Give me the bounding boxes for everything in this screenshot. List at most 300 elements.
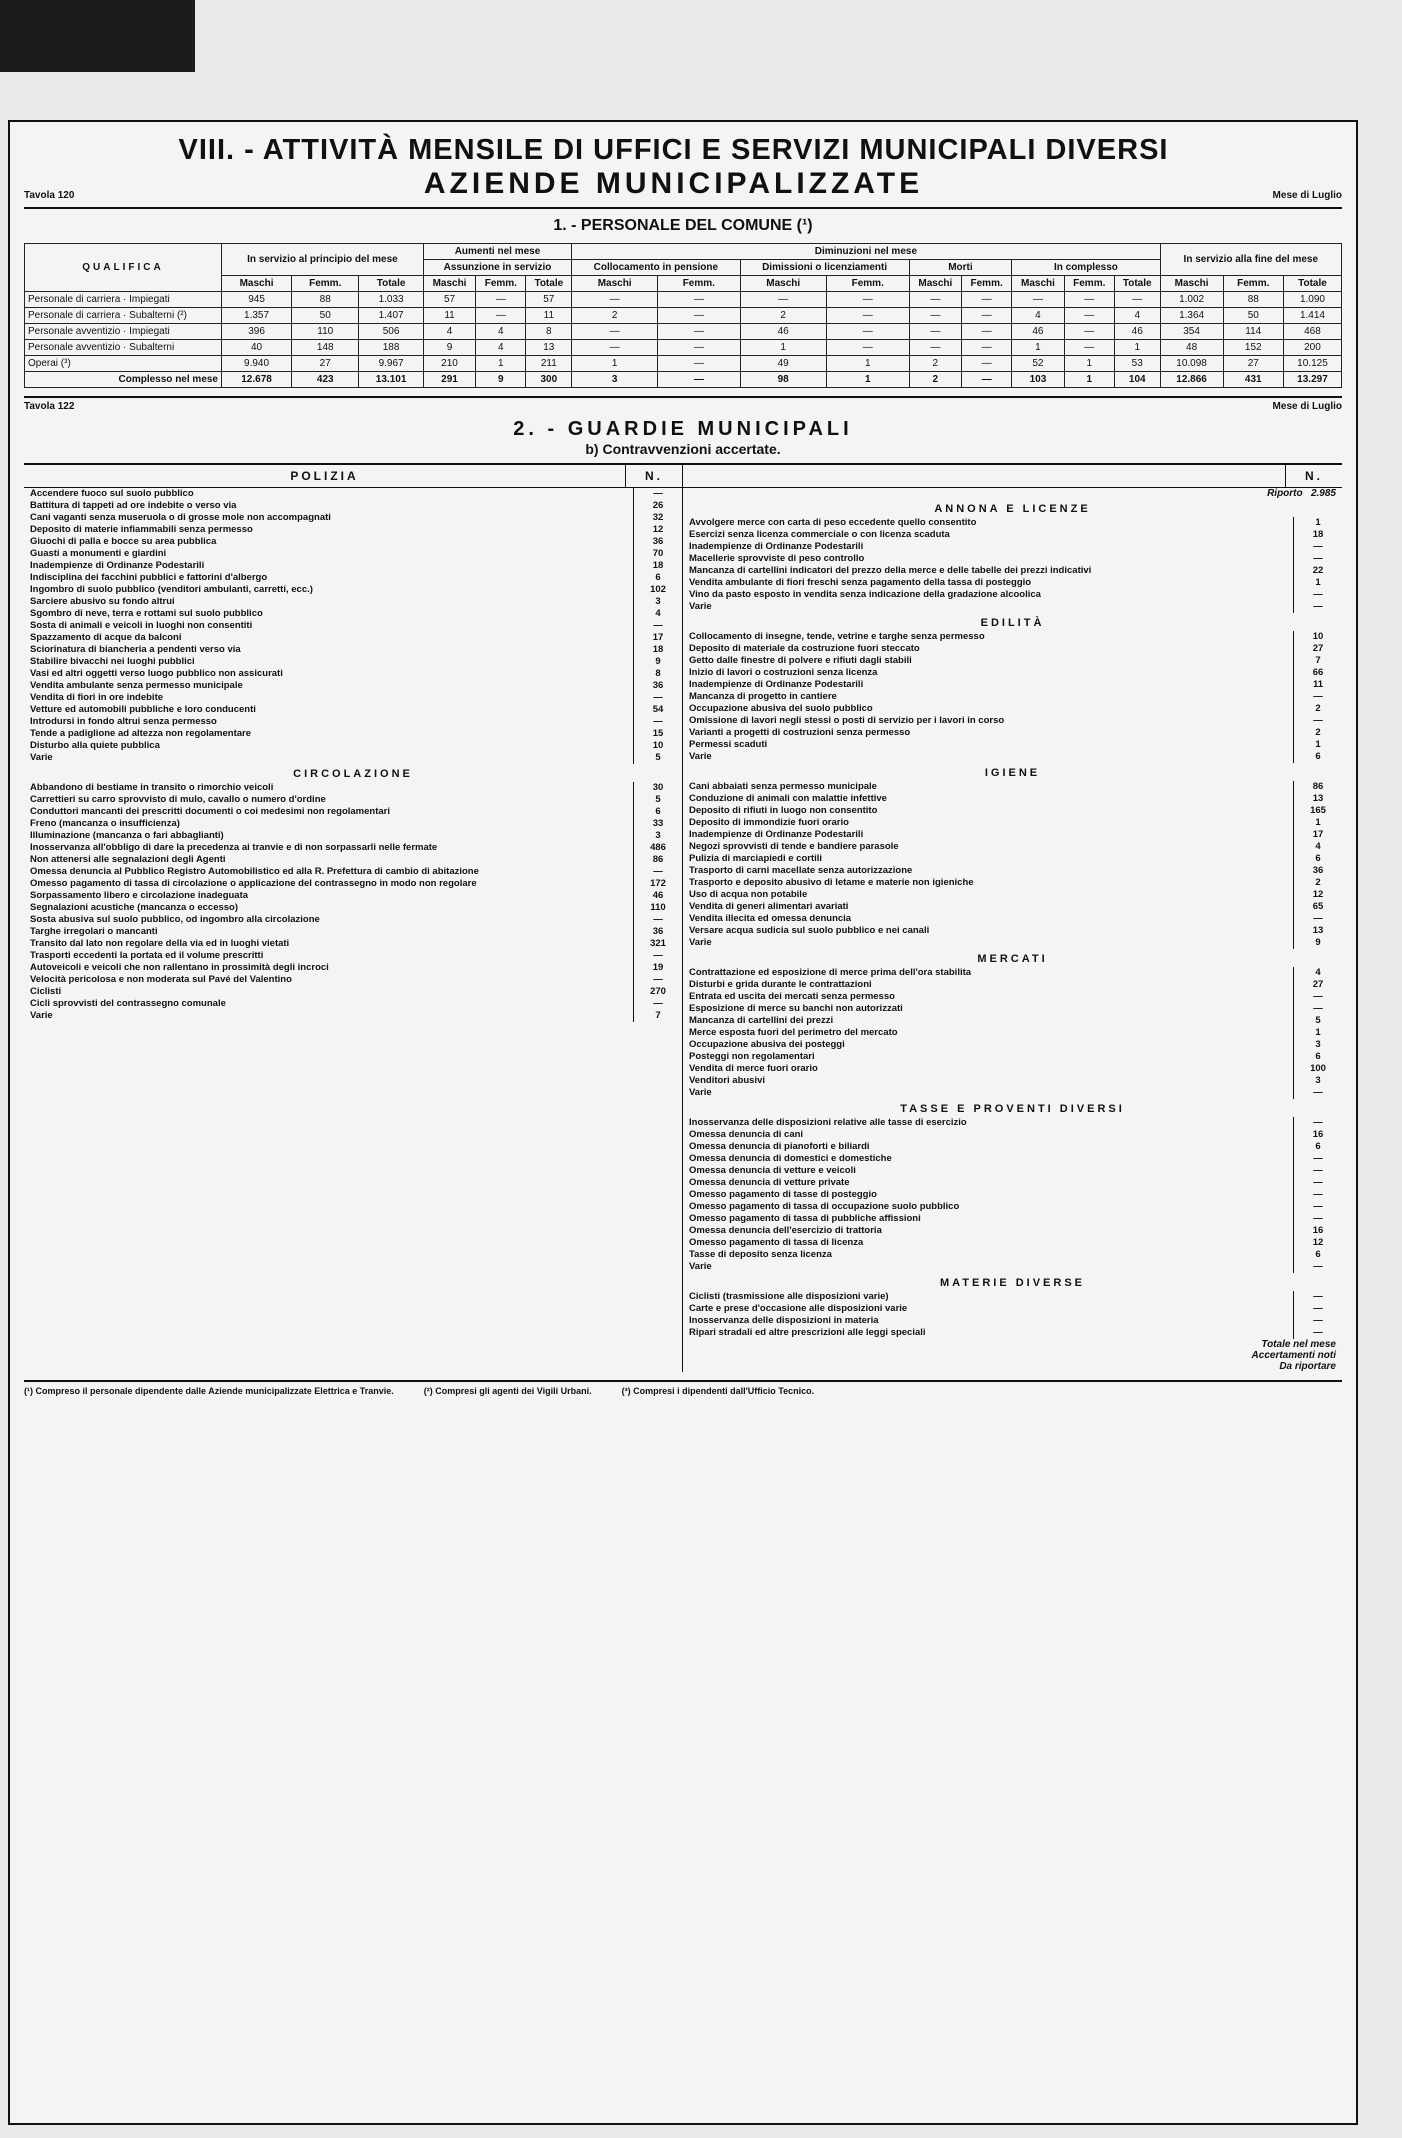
item-count: — [1293, 1291, 1342, 1303]
list-item [24, 608, 682, 620]
document-sheet [8, 120, 1358, 2125]
list-item [24, 548, 682, 560]
item-count: 18 [633, 644, 682, 656]
item-count: 5 [1293, 1015, 1342, 1027]
item-label: Collocamento di insegne, tende, vetrine e targhe senza permesso [689, 631, 985, 642]
item-label: Trasporti eccedenti la portata ed il volume prescritti [30, 950, 264, 961]
summary-label: Totale nel mese [1261, 1339, 1336, 1350]
item-count: — [1293, 1165, 1342, 1177]
item-count: 3 [633, 596, 682, 608]
item-label: Varianti a progetti di costruzioni senza permesso [689, 727, 911, 738]
item-count: 86 [1293, 781, 1342, 793]
item-count: 12 [1293, 889, 1342, 901]
item-label: Vino da pasto esposto in vendita senza indicazione della gradazione alcoolica [689, 589, 1041, 600]
item-count: 36 [1293, 865, 1342, 877]
item-label: Inadempienze di Ordinanze Podestarili [689, 679, 864, 690]
list-item [24, 902, 682, 914]
list-item [683, 1291, 1342, 1303]
summary-label: Da riportare [1279, 1361, 1336, 1372]
table-cell: 354 [1160, 324, 1223, 340]
table-cell: — [658, 340, 740, 356]
list-item [24, 938, 682, 950]
list-item [683, 529, 1342, 541]
item-label: Inizio di lavori o costruzioni senza licenza [689, 667, 878, 678]
item-count: — [1293, 691, 1342, 703]
list-item [683, 805, 1342, 817]
list-item [24, 782, 682, 794]
total-cell: 12.866 [1160, 372, 1223, 388]
sub-col-totale: Totale [1114, 276, 1160, 292]
item-label: Disturbi e grida durante le contrattazioni [689, 979, 872, 990]
item-label: Inosservanza delle disposizioni in materia [689, 1315, 879, 1326]
item-count: 6 [1293, 751, 1342, 763]
total-cell: 2 [909, 372, 961, 388]
item-label: Mancanza di cartellini indicatori del prezzo della merce e delle tabelle dei prezzi indicativi [689, 565, 1092, 576]
list-item [683, 913, 1342, 925]
list-item [24, 914, 682, 926]
table-cell: 1.002 [1160, 292, 1223, 308]
item-count: 2 [1293, 727, 1342, 739]
list-item [24, 740, 682, 752]
table-cell: 1.090 [1283, 292, 1341, 308]
category-heading: EDILITÀ [980, 617, 1045, 629]
item-label: Omesso pagamento di tassa di licenza [689, 1237, 864, 1248]
table-cell: 1.033 [359, 292, 423, 308]
table-cell: — [572, 340, 658, 356]
item-count: — [633, 950, 682, 962]
item-label: Inadempienze di Ordinanze Podestarili [30, 560, 205, 571]
item-label: Omessa denuncia al Pubblico Registro Automobilistico ed alla R. Prefettura di cambio di abitazione [30, 866, 479, 877]
list-item [24, 572, 682, 584]
list-item [683, 565, 1342, 577]
table-cell: 9.967 [359, 356, 423, 372]
list-item [683, 853, 1342, 865]
table-cell: — [962, 340, 1012, 356]
scan-border [0, 0, 195, 72]
category-heading: CIRCOLAZIONE [293, 768, 413, 780]
section2-subtitle: b) Contravvenzioni accertate. [585, 441, 781, 457]
table-cell: 4 [1114, 308, 1160, 324]
item-count: — [1293, 1117, 1342, 1129]
list-item [24, 536, 682, 548]
item-count: 16 [1293, 1225, 1342, 1237]
list-item [683, 793, 1342, 805]
table-cell: 4 [423, 324, 475, 340]
n-heading-left: N. [625, 465, 682, 487]
item-count: — [1293, 1213, 1342, 1225]
item-label: Deposito di rifiuti in luogo non consentito [689, 805, 878, 816]
table-cell: 48 [1160, 340, 1223, 356]
item-label: Omessa denuncia di domestici e domestiche [689, 1153, 892, 1164]
row-label: Operai (³) [25, 356, 222, 372]
item-count: — [1293, 1003, 1342, 1015]
list-item [24, 644, 682, 656]
item-count: 6 [1293, 1141, 1342, 1153]
item-label: Carte e prese d'occasione alle disposizioni varie [689, 1303, 908, 1314]
list-item [683, 829, 1342, 841]
col-aumenti: Aumenti nel mese [423, 244, 571, 260]
table-cell: 57 [423, 292, 475, 308]
table-cell: 110 [292, 324, 359, 340]
table-cell: 2 [740, 308, 826, 324]
item-count: — [633, 488, 682, 500]
list-item [683, 967, 1342, 979]
list-item [683, 901, 1342, 913]
total-cell: 13.297 [1283, 372, 1341, 388]
item-count: 6 [1293, 1051, 1342, 1063]
item-label: Introdursi in fondo altrui senza permesso [30, 716, 217, 727]
table-cell: — [962, 356, 1012, 372]
item-count: 12 [633, 524, 682, 536]
table-cell: 50 [1223, 308, 1283, 324]
table-cell: — [658, 356, 740, 372]
item-count: 5 [633, 794, 682, 806]
item-label: Omessa denuncia di pianoforti e biliardi [689, 1141, 870, 1152]
item-label: Omessa denuncia di cani [689, 1129, 804, 1140]
list-item [24, 854, 682, 866]
item-count: 7 [633, 1010, 682, 1022]
table-cell: 1 [1064, 356, 1114, 372]
list-item [683, 1249, 1342, 1261]
item-label: Entrata ed uscita dei mercati senza permesso [689, 991, 895, 1002]
col-complesso: In complesso [1012, 260, 1160, 276]
list-item [683, 1201, 1342, 1213]
sub-col-totale: Totale [359, 276, 423, 292]
category-heading: IGIENE [984, 767, 1041, 779]
item-count: — [633, 620, 682, 632]
col-dimissioni: Dimissioni o licenziamenti [740, 260, 909, 276]
item-count: — [1293, 1153, 1342, 1165]
list-item [24, 878, 682, 890]
item-count: 33 [633, 818, 682, 830]
col-collocamento: Collocamento in pensione [572, 260, 740, 276]
table-cell: 2 [909, 356, 961, 372]
item-count: 110 [633, 902, 682, 914]
table-cell: — [1064, 340, 1114, 356]
list-item [683, 991, 1342, 1003]
list-item [24, 818, 682, 830]
table-cell: 506 [359, 324, 423, 340]
month-label: Mese di Luglio [1272, 190, 1342, 201]
table-cell: 396 [222, 324, 292, 340]
list-item [24, 692, 682, 704]
item-count: 6 [633, 572, 682, 584]
total-cell: 1 [826, 372, 909, 388]
item-label: Tasse di deposito senza licenza [689, 1249, 832, 1260]
list-item [24, 962, 682, 974]
item-count: 4 [1293, 841, 1342, 853]
list-item [24, 488, 682, 500]
item-count: 30 [633, 782, 682, 794]
list-item [683, 1261, 1342, 1273]
list-item [24, 560, 682, 572]
col-assunzione: Assunzione in servizio [423, 260, 571, 276]
table-cell: — [909, 340, 961, 356]
item-count: — [1293, 1303, 1342, 1315]
total-cell: 1 [1064, 372, 1114, 388]
table-cell: — [826, 292, 909, 308]
list-item [24, 512, 682, 524]
table-cell: 4 [1012, 308, 1064, 324]
table-row [25, 308, 1342, 324]
item-label: Omessa denuncia di vetture e veicoli [689, 1165, 856, 1176]
table-cell: 27 [292, 356, 359, 372]
item-label: Ciclisti [30, 986, 62, 997]
item-label: Vendita ambulante di fiori freschi senza pagamento della tassa di posteggio [689, 577, 1032, 588]
polizia-heading: POLIZIA [290, 469, 359, 483]
personale-table [24, 243, 1342, 388]
item-label: Guasti a monumenti e giardini [30, 548, 167, 559]
item-label: Vasi ed altri oggetti verso luogo pubblico non assicurati [30, 668, 283, 679]
list-item [683, 1039, 1342, 1051]
table-cell: 211 [526, 356, 572, 372]
sub-header-row [25, 276, 1342, 292]
list-item [683, 841, 1342, 853]
item-count: — [1293, 589, 1342, 601]
tavola-number: Tavola 120 [24, 190, 75, 201]
total-cell: 3 [572, 372, 658, 388]
sub-col-femm: Femm. [476, 276, 526, 292]
table-cell: 1.357 [222, 308, 292, 324]
item-label: Omesso pagamento di tassa di circolazione o applicazione del contrassegno in modo non regolare [30, 878, 477, 889]
list-item [683, 1165, 1342, 1177]
item-label: Sciorinatura di biancheria a pendenti verso via [30, 644, 241, 655]
list-item [24, 974, 682, 986]
item-label: Omesso pagamento di tassa di occupazione suolo pubblico [689, 1201, 960, 1212]
item-label: Vendita di fiori in ore indebite [30, 692, 164, 703]
item-count: — [1293, 1087, 1342, 1099]
row-label: Personale di carriera · Impiegati [25, 292, 222, 308]
item-label: Deposito di materie infiammabili senza permesso [30, 524, 253, 535]
item-label: Posteggi non regolamentari [689, 1051, 815, 1062]
total-cell: — [962, 372, 1012, 388]
item-label: Inadempienze di Ordinanze Podestarili [689, 541, 864, 552]
list-item [24, 830, 682, 842]
table-cell: 40 [222, 340, 292, 356]
footnote: (³) Compresi i dipendenti dall'Ufficio Tecnico. [621, 1386, 815, 1396]
item-count: — [633, 866, 682, 878]
total-cell: 431 [1223, 372, 1283, 388]
item-label: Trasporto e deposito abusivo di letame e materie non igieniche [689, 877, 974, 888]
item-count: 32 [633, 512, 682, 524]
list-item [24, 794, 682, 806]
item-label: Permessi scaduti [689, 739, 768, 750]
item-count: 4 [633, 608, 682, 620]
item-label: Giuochi di palla e bocce su area pubblica [30, 536, 217, 547]
table-cell: 1 [826, 356, 909, 372]
table-cell: 53 [1114, 356, 1160, 372]
col-morti: Morti [909, 260, 1012, 276]
item-count: 8 [633, 668, 682, 680]
total-cell: — [658, 372, 740, 388]
item-count: 36 [633, 680, 682, 692]
list-item [683, 1051, 1342, 1063]
section1-title: 1. - PERSONALE DEL COMUNE (¹) [553, 217, 813, 234]
item-label: Occupazione abusiva del suolo pubblico [689, 703, 873, 714]
item-label: Sarciere abusivo su fondo altrui [30, 596, 175, 607]
item-label: Trasporto di carni macellate senza autorizzazione [689, 865, 913, 876]
table-cell: 1.414 [1283, 308, 1341, 324]
list-item [683, 643, 1342, 655]
item-label: Spazzamento di acque da balconi [30, 632, 182, 643]
total-cell: 300 [526, 372, 572, 388]
table-cell: 9 [423, 340, 475, 356]
item-count: 3 [1293, 1075, 1342, 1087]
item-label: Cicli sprovvisti del contrassegno comunale [30, 998, 226, 1009]
item-label: Uso di acqua non potabile [689, 889, 808, 900]
table-cell: 1 [476, 356, 526, 372]
list-item [683, 877, 1342, 889]
list-item [683, 1303, 1342, 1315]
item-label: Ingombro di suolo pubblico (venditori ambulanti, carretti, ecc.) [30, 584, 313, 595]
item-count: 22 [1293, 565, 1342, 577]
table-cell: — [909, 292, 961, 308]
list-item [683, 781, 1342, 793]
table-cell: 945 [222, 292, 292, 308]
item-count: 11 [1293, 679, 1342, 691]
item-count: 65 [1293, 901, 1342, 913]
table-cell: — [476, 292, 526, 308]
summary-label: Accertamenti noti [1251, 1350, 1336, 1361]
left-column-header [24, 465, 682, 488]
item-count: 54 [633, 704, 682, 716]
item-label: Deposito di materiale da costruzione fuori steccato [689, 643, 920, 654]
sub-col-femm: Femm. [658, 276, 740, 292]
item-count: 13 [1293, 793, 1342, 805]
list-item [24, 752, 682, 764]
item-count: — [633, 914, 682, 926]
item-label: Varie [689, 1261, 712, 1272]
list-item [683, 1141, 1342, 1153]
table-cell: — [572, 324, 658, 340]
item-label: Sorpassamento libero e circolazione inadeguata [30, 890, 249, 901]
total-cell: 103 [1012, 372, 1064, 388]
item-label: Vendita di generi alimentari avariati [689, 901, 849, 912]
item-label: Carrettieri su carro sprovvisto di mulo, cavallo o numero d'ordine [30, 794, 326, 805]
footnote: (²) Compresi gli agenti dei Vigili Urbani. [423, 1386, 592, 1396]
item-label: Mancanza di cartellini dei prezzi [689, 1015, 834, 1026]
item-count: 13 [1293, 925, 1342, 937]
item-label: Sosta abusiva sul suolo pubblico, od ingombro alla circolazione [30, 914, 320, 925]
table-cell: — [962, 308, 1012, 324]
table-cell: 2 [572, 308, 658, 324]
category-heading: TASSE E PROVENTI DIVERSI [900, 1103, 1125, 1115]
list-item [24, 806, 682, 818]
contravvenzioni-columns [24, 463, 1342, 1372]
list-item [683, 1087, 1342, 1099]
table-cell: 13 [526, 340, 572, 356]
total-cell: 12.678 [222, 372, 292, 388]
list-item [24, 986, 682, 998]
item-count: 165 [1293, 805, 1342, 817]
list-item [683, 517, 1342, 529]
item-label: Avvolgere merce con carta di peso eccedente quello consentito [689, 517, 977, 528]
item-count: 6 [633, 806, 682, 818]
list-item [683, 691, 1342, 703]
sub-col-maschi: Maschi [572, 276, 658, 292]
list-item [683, 577, 1342, 589]
table-cell: — [658, 292, 740, 308]
list-item [24, 596, 682, 608]
table-cell: 46 [1012, 324, 1064, 340]
item-count: — [1293, 715, 1342, 727]
page-title: VIII. - ATTIVITÀ MENSILE DI UFFICI E SERVIZI MUNICIPALI DIVERSI [178, 134, 1169, 166]
item-count: — [1293, 601, 1342, 613]
page-subtitle: AZIENDE MUNICIPALIZZATE [423, 167, 924, 200]
right-column [683, 465, 1342, 1372]
table-row [25, 324, 1342, 340]
item-label: Esercizi senza licenza commerciale o con licenza scaduta [689, 529, 950, 540]
table-cell: — [962, 324, 1012, 340]
total-cell: 9 [476, 372, 526, 388]
list-item [683, 601, 1342, 613]
total-label: Complesso nel mese [25, 372, 222, 388]
item-label: Pulizia di marciapiedi e cortili [689, 853, 823, 864]
personale-body [25, 292, 1342, 388]
item-count: 7 [1293, 655, 1342, 667]
table-cell: — [826, 308, 909, 324]
right-column-header [683, 465, 1342, 488]
item-label: Stabilire bivacchi nei luoghi pubblici [30, 656, 195, 667]
item-label: Sgombro di neve, terra e rottami sul suolo pubblico [30, 608, 263, 619]
item-label: Omesso pagamento di tasse di posteggio [689, 1189, 877, 1200]
table-cell: 10.125 [1283, 356, 1341, 372]
list-item [683, 703, 1342, 715]
row-label: Personale avventizio · Impiegati [25, 324, 222, 340]
total-cell: 13.101 [359, 372, 423, 388]
table-cell: 11 [423, 308, 475, 324]
table-cell: 1 [740, 340, 826, 356]
item-count: 27 [1293, 979, 1342, 991]
list-item [24, 704, 682, 716]
item-count: 36 [633, 926, 682, 938]
item-label: Varie [30, 1010, 53, 1021]
item-label: Freno (mancanza o insufficienza) [30, 818, 180, 829]
list-item [683, 1129, 1342, 1141]
item-count: 321 [633, 938, 682, 950]
item-label: Cani abbaiati senza permesso municipale [689, 781, 877, 792]
item-label: Sosta di animali e veicoli in luoghi non consentiti [30, 620, 253, 631]
table-cell: 210 [423, 356, 475, 372]
item-count: — [1293, 1315, 1342, 1327]
category-heading: MERCATI [977, 953, 1048, 965]
table-cell: 1 [1012, 340, 1064, 356]
total-cell: 423 [292, 372, 359, 388]
item-label: Varie [689, 751, 712, 762]
list-item [683, 679, 1342, 691]
list-item [24, 1010, 682, 1022]
row-label: Personale di carriera · Subalterni (²) [25, 308, 222, 324]
list-item [24, 680, 682, 692]
item-label: Deposito di immondizie fuori orario [689, 817, 849, 828]
list-item [683, 1177, 1342, 1189]
item-count: 100 [1293, 1063, 1342, 1075]
item-count: 2 [1293, 877, 1342, 889]
list-item [24, 926, 682, 938]
item-count: — [1293, 991, 1342, 1003]
item-count: 172 [633, 878, 682, 890]
item-count: — [633, 998, 682, 1010]
table-cell: 27 [1223, 356, 1283, 372]
col-fine: In servizio alla fine del mese [1160, 244, 1341, 276]
sub-col-maschi: Maschi [740, 276, 826, 292]
item-label: Merce esposta fuori del perimetro del mercato [689, 1027, 898, 1038]
sub-col-maschi: Maschi [423, 276, 475, 292]
table-cell: 1 [572, 356, 658, 372]
item-count: 270 [633, 986, 682, 998]
item-count: 12 [1293, 1237, 1342, 1249]
table-cell: 52 [1012, 356, 1064, 372]
